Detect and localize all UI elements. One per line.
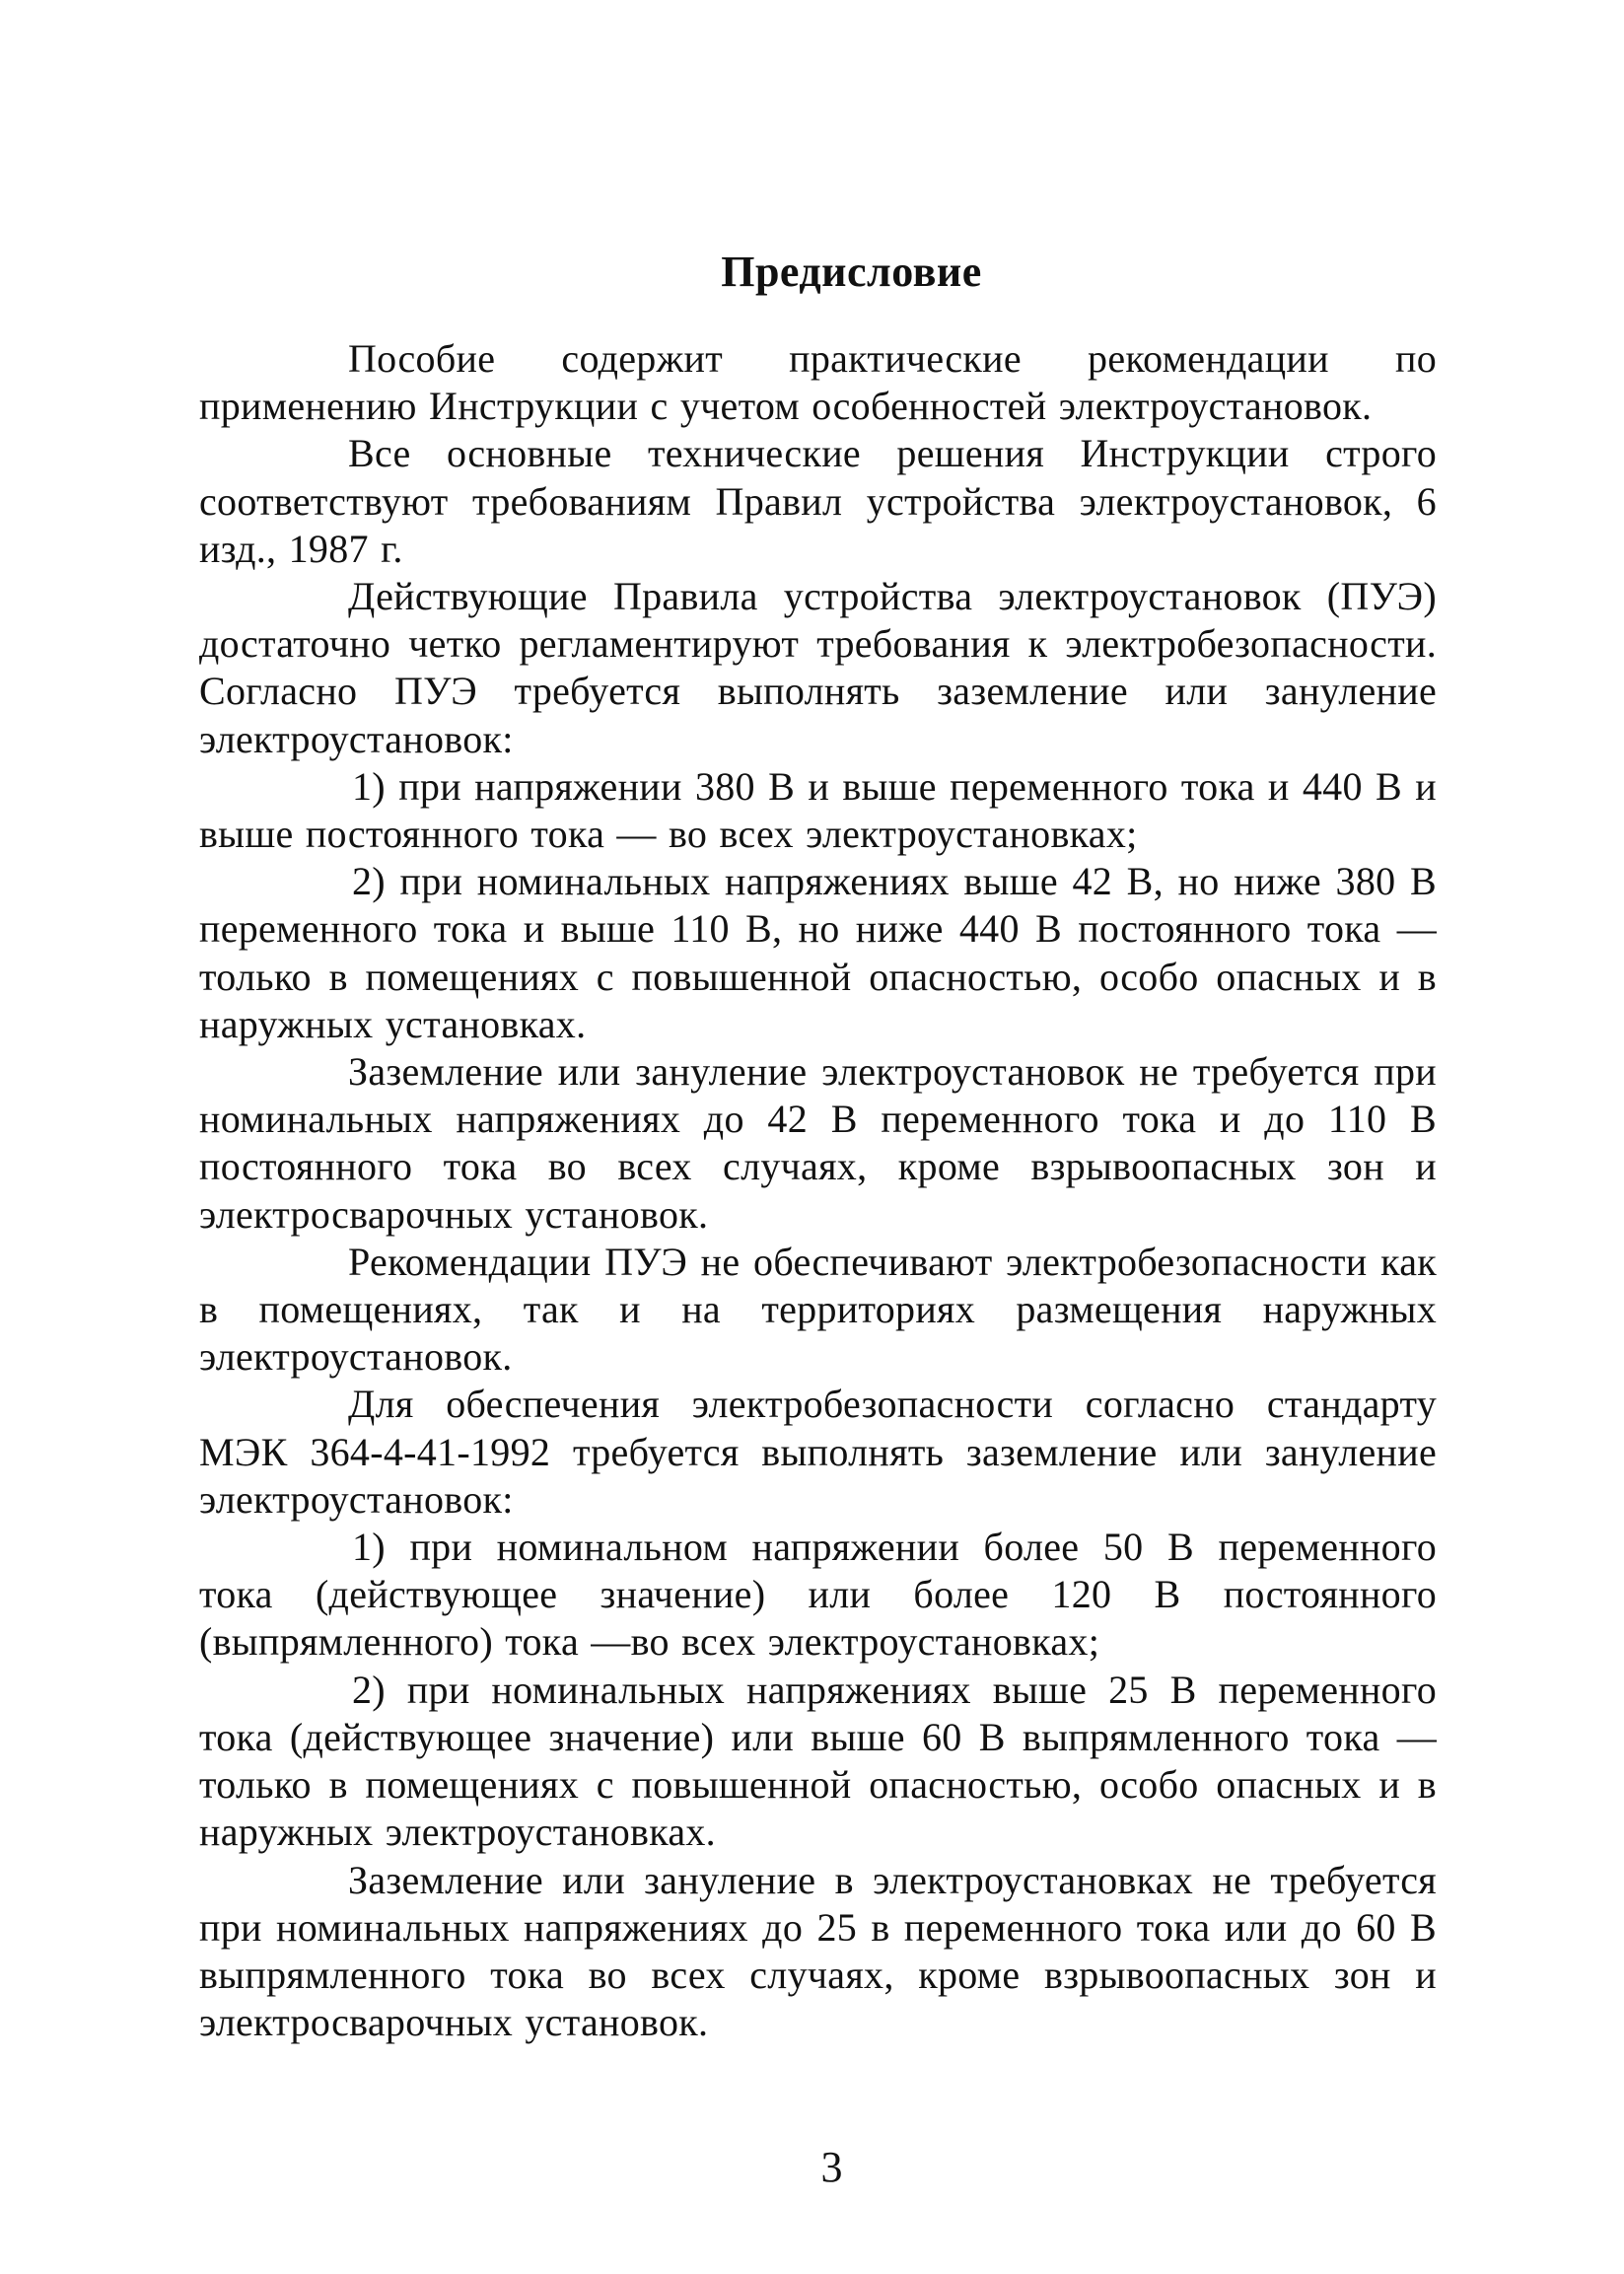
paragraph-pue-exemption: Заземление или зануление электроустановок не требуется при номинальных напряжениях до 42 В переменного тока и до 110 В постоянного тока во всех случаях, кроме взрывоопасных зон и электросварочных установок. — [199, 1049, 1437, 1237]
paragraph-intro: Пособие содержит практические рекомендации по применению Инструкции с учетом особенностей электроустановок. — [199, 336, 1437, 429]
paragraph-pue-requirements: Действующие Правила устройства электроустановок (ПУЭ) достаточно четко регламентируют требования к электробезопасности. Согласно ПУЭ требуется выполнять заземление или зануление электроустановок: — [199, 574, 1437, 761]
list-item-iec-2: 2) при номинальных напряжениях выше 25 В переменного тока (действующее значение) или выше 60 В выпрямленного тока — только в помещениях с повышенной опасностью, особо опасных и в наружных электроустановках. — [199, 1667, 1437, 1855]
paragraph-pue-limitation: Рекомендации ПУЭ не обеспечивают электробезопасности как в помещениях, так и на территориях размещения наружных электроустановок. — [199, 1239, 1437, 1380]
paragraph-iec-exemption: Заземление или зануление в электроустановках не требуется при номинальных напряжениях до 25 в переменного тока или до 60 В выпрямленного тока во всех случаях, кроме взрывоопасных зон и электросварочных установок. — [199, 1857, 1437, 2045]
page-title: Предисловие — [721, 248, 982, 296]
page-number: 3 — [820, 2143, 843, 2191]
body-text — [199, 335, 1437, 2046]
paragraph-compliance: Все основные технические решения Инструкции строго соответствуют требованиям Правил устройства электроустановок, 6 изд., 1987 г. — [199, 431, 1437, 571]
list-item-iec-1: 1) при номинальном напряжении более 50 В переменного тока (действующее значение) или более 120 В постоянного (выпрямленного) тока —во всех электроустановках; — [199, 1525, 1437, 1665]
list-item-pue-1: 1) при напряжении 380 В и выше переменного тока и 440 В и выше постоянного тока — во всех электроустановках; — [199, 763, 1437, 857]
paragraph-iec-requirements: Для обеспечения электробезопасности согласно стандарту МЭК 364-4-41-1992 требуется выполнять заземление или зануление электроустановок: — [199, 1382, 1437, 1522]
list-item-pue-2: 2) при номинальных напряжениях выше 42 В, но ниже 380 В переменного тока и выше 110 В, но ниже 440 В постоянного тока — только в помещениях с повышенной опасностью, особо опасных и в наружных установках. — [199, 859, 1437, 1046]
